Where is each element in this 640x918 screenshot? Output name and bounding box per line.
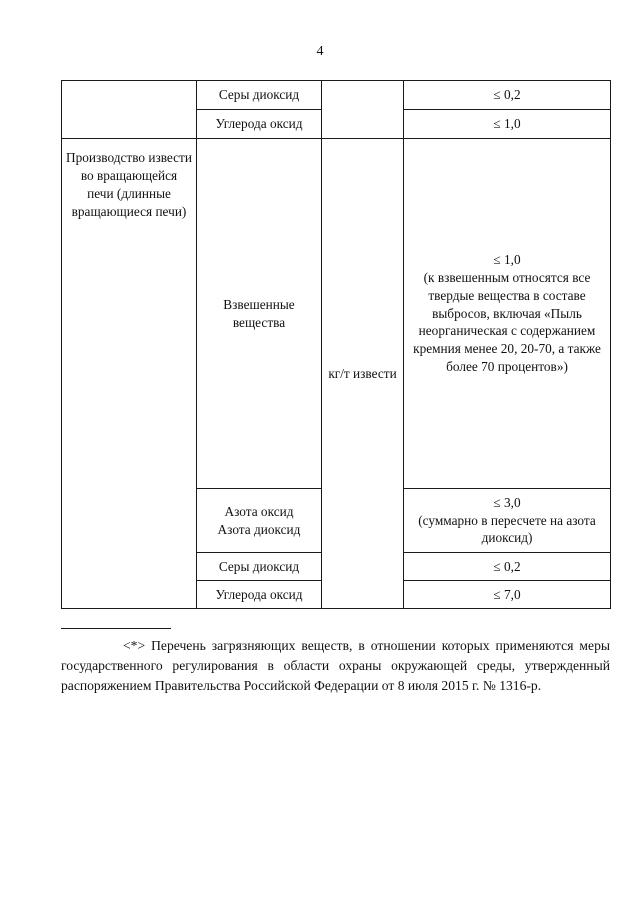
unit-cell: кг/т извести (322, 139, 404, 609)
pollutant-cell: Серы диоксид (197, 81, 322, 110)
pollutant-cell (197, 139, 322, 489)
emission-standards-table (61, 80, 611, 609)
pollutant-cell: Углерода оксид (197, 581, 322, 609)
pollutant-cell (197, 489, 322, 553)
process-cell: Производство извести во вращающейся печи (длинные вращающиеся печи) (62, 139, 197, 609)
unit-cell-empty (322, 81, 404, 139)
value-cell: ≤ 1,0 (404, 110, 611, 139)
process-cell-empty (62, 81, 197, 139)
footnote: <*> Перечень загрязняющих веществ, в отношении которых применяются меры государственного регулирования в области охраны окружающей среды, утвержденный распоряжением Правительства Российской Федерации от 8 июля 2015 г. № 1316-р. (61, 638, 610, 693)
value-cell (404, 489, 611, 553)
pollutant-text: Азота оксид Азота диоксид (217, 503, 301, 537)
value-cell: ≤ 7,0 (404, 581, 611, 609)
footnote-divider (61, 628, 171, 629)
value-note: (суммарно в пересчете на азота диоксид) (418, 512, 596, 546)
value-text: ≤ 1,0 (493, 251, 521, 267)
value-cell (404, 139, 611, 489)
value-note: (к взвешенным относятся все твердые вещества в составе выбросов, включая «Пыль неорганическая с содержанием кремния менее 20, 20-70, а также более 70 процентов») (413, 269, 601, 375)
table-row (62, 81, 611, 110)
value-cell: ≤ 0,2 (404, 553, 611, 581)
pollutant-cell: Серы диоксид (197, 553, 322, 581)
page-number: 4 (316, 44, 324, 59)
pollutant-text: Взвешенные вещества (223, 296, 295, 330)
table-row (62, 139, 611, 489)
value-text: ≤ 3,0 (493, 494, 521, 510)
value-cell: ≤ 0,2 (404, 81, 611, 110)
pollutant-cell: Углерода оксид (197, 110, 322, 139)
